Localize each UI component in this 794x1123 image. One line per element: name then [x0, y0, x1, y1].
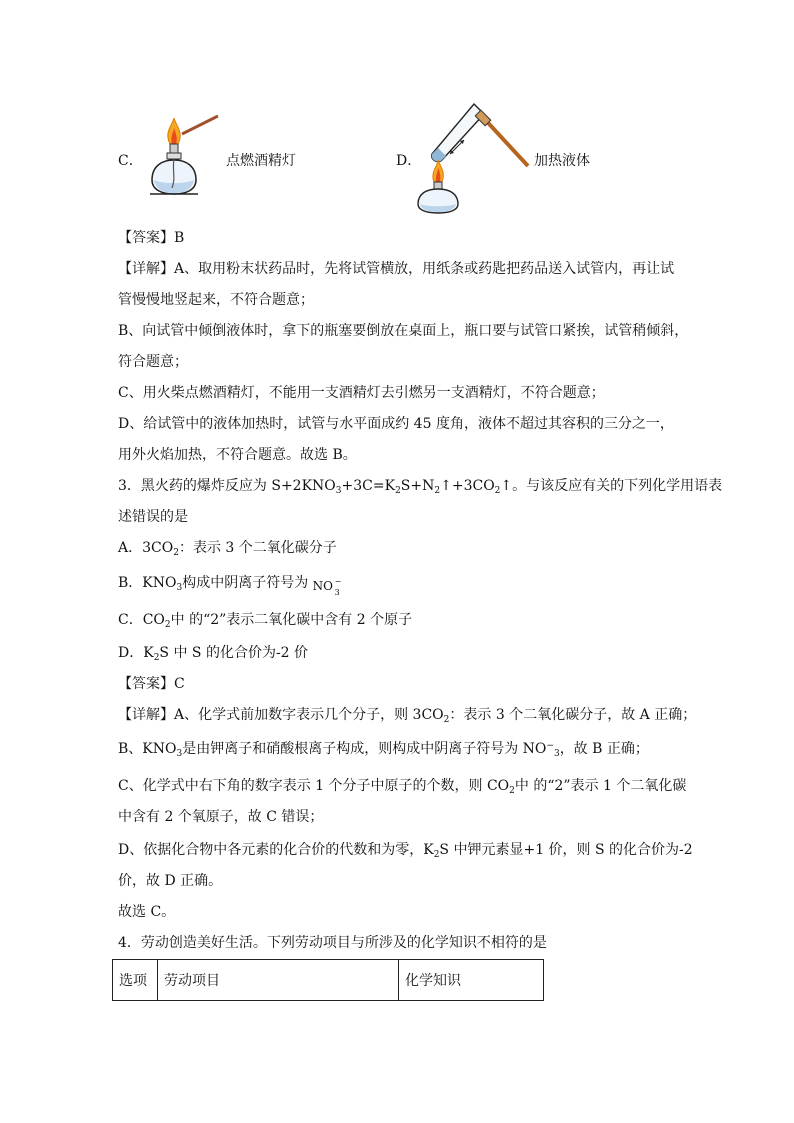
q3-stem-line-1: 3．黑火药的爆炸反应为 $S+2KNO_3+3C=K_2S+N_2↑+3CO_2↑$。与该反应有关的下列化学用语表	[118, 478, 723, 496]
q3-conclusion: 故选 C。	[118, 904, 176, 920]
q3-explain-d-line-1: D、依据化合物中各元素的化合价的代数和为零，$K_2S$ 中钾元素显+1 价，则 S 的化合价为-2	[118, 842, 693, 860]
q2-answer: 【答案】B	[118, 230, 185, 246]
option-d-caption: 加热液体	[534, 153, 590, 169]
q2-explain-line-3: B、向试管中倾倒液体时，拿下的瓶塞要倒放在桌面上，瓶口要与试管口紧挨，试管稍倾斜，	[118, 323, 689, 339]
table-row	[113, 960, 544, 1001]
nitrate-ion-symbol: NO − 3	[312, 577, 342, 597]
q2-explain-line-5: C、用火柴点燃酒精灯，不能用一支酒精灯去引燃另一支酒精灯，不符合题意；	[118, 385, 605, 401]
q3-stem-line-2: 述错误的是	[118, 509, 188, 525]
q3-option-a: A．$3CO_2$：表示 3 个二氧化碳分子	[118, 540, 337, 558]
q3-explain-a: 【详解】A、化学式前加数字表示几个分子，则 $3CO_2$：表示 3 个二氧化碳分子，故 A 正确；	[118, 707, 697, 725]
q4-options-table	[112, 959, 544, 1001]
alcohol-lamp-lighting-image	[140, 112, 220, 202]
heating-liquid-image	[416, 100, 531, 215]
option-c-label: C．	[118, 153, 143, 169]
q3-option-b: B．$KNO_3$构成中阴离子符号为 NO − 3	[118, 575, 342, 597]
q3-option-d: D．$K_2S$ 中 S 的化合价为-2 价	[118, 645, 309, 663]
q2-explain-line-6: D、给试管中的液体加热时，试管与水平面成约 45 度角，液体不超过其容积的三分之一，	[118, 416, 674, 432]
q3-explain-b: B、$KNO_3$是由钾离子和硝酸根离子构成，则构成中阴离子符号为 $NO^-_3$，故 B 正确；	[118, 741, 649, 759]
table-header-cell: 化学知识	[399, 960, 544, 1001]
q3-answer: 【答案】C	[118, 676, 185, 692]
option-c-caption: 点燃酒精灯	[226, 153, 296, 169]
q2-explain-line-4: 符合题意；	[118, 354, 188, 370]
q3-explain-c-line-2: 中含有 2 个氧原子，故 C 错误；	[118, 809, 324, 825]
q3-explain-d-line-2: 价，故 D 正确。	[118, 873, 223, 889]
option-d-label: D．	[396, 153, 422, 169]
q3-explain-c-line-1: C、化学式中右下角的数字表示 1 个分子中原子的个数，则 $CO_2$中 的“2”表示 1 个二氧化碳	[118, 778, 687, 796]
table-header-cell: 选项	[113, 960, 158, 1001]
q2-explain-line-1: 【详解】A、取用粉末状药品时，先将试管横放，用纸条或药匙把药品送入试管内，再让试	[118, 261, 675, 277]
q2-explain-line-2: 管慢慢地竖起来，不符合题意；	[118, 292, 314, 308]
table-header-cell: 劳动项目	[158, 960, 399, 1001]
q2-explain-line-7: 用外火焰加热，不符合题意。故选 B。	[118, 447, 357, 463]
q3-option-c: C．$CO_2$中 的“2”表示二氧化碳中含有 2 个原子	[118, 612, 413, 630]
q4-stem: 4．劳动创造美好生活。下列劳动项目与所涉及的化学知识不相符的是	[118, 935, 547, 951]
